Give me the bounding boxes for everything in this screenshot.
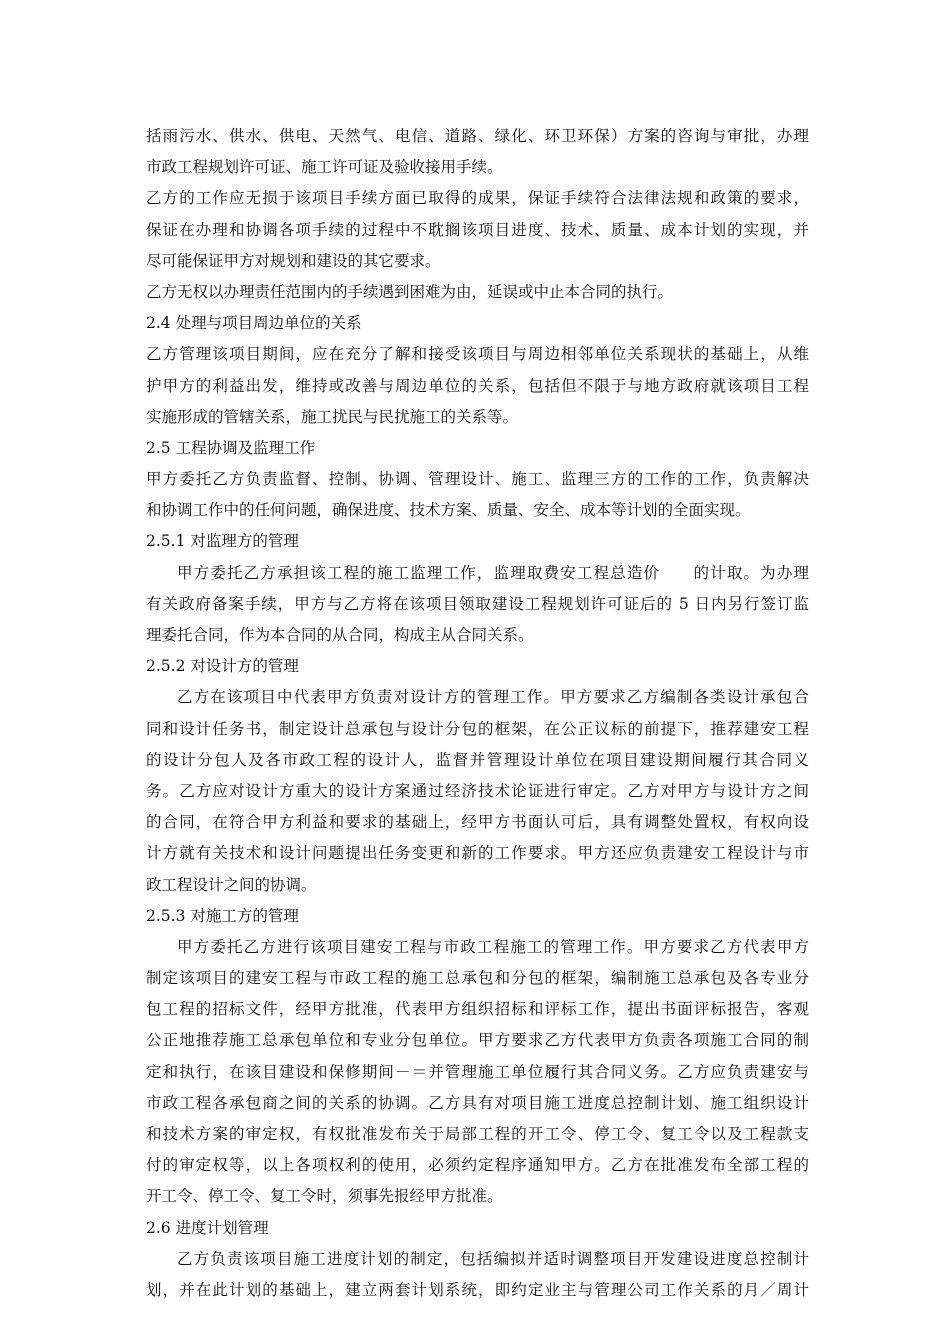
paragraph-line: 划，并在此计划的基础上，建立两套计划系统，即约定业主与管理公司工作关系的月／周计 bbox=[146, 1280, 809, 1299]
paragraph-line: 乙方的工作应无损于该项目手续方面已取得的成果，保证手续符合法律法规和政策的要求， bbox=[146, 189, 809, 208]
paragraph-line: 开工令、停工令、复工令时，须事先报经甲方批准。 bbox=[146, 1187, 503, 1206]
paragraph-line: 同和设计任务书，制定设计总承包与设计分包的框架，在公正议标的前提下，推荐建安工程 bbox=[146, 719, 809, 738]
section-heading-2-5-3: 2.5.3 对施工方的管理 bbox=[146, 906, 299, 925]
paragraph-line: 保证在办理和协调各项手续的过程中不耽搁该项目进度、技术、质量、成本计划的实现，并 bbox=[146, 220, 809, 239]
paragraph-line: 的合同，在符合甲方利益和要求的基础上，经甲方书面认可后，具有调整处置权，有权向设 bbox=[146, 813, 809, 832]
paragraph-line: 甲方委托乙方进行该项目建安工程与市政工程施工的管理工作。甲方要求乙方代表甲方 bbox=[177, 937, 809, 956]
paragraph-line: 和技术方案的审定权，有权批准发布关于局部工程的开工令、停工令、复工令以及工程款支 bbox=[146, 1125, 809, 1143]
document-page bbox=[146, 121, 809, 1306]
paragraph-line: 市政工程规划许可证、施工许可证及验收接用手续。 bbox=[146, 158, 503, 177]
paragraph-line: 乙方在该项目中代表甲方负责对设计方的管理工作。甲方要求乙方编制各类设计承包合 bbox=[177, 688, 809, 707]
paragraph-line: 尽可能保证甲方对规划和建设的其它要求。 bbox=[146, 251, 441, 270]
section-heading-2-5: 2.5 工程协调及监理工作 bbox=[146, 438, 316, 457]
paragraph-line: 有关政府备案手续，甲方与乙方将在该项目领取建设工程规划许可证后的 5 日内另行签订监 bbox=[146, 594, 809, 613]
paragraph-line: 的设计分包人及各市政工程的设计人，监督并管理设计单位在项目建设期间履行其合同义 bbox=[146, 750, 809, 769]
paragraph-line: 政工程设计之间的协调。 bbox=[146, 875, 317, 894]
paragraph-line: 公正地推荐施工总承包单位和专业分包单位。甲方要求乙方代表甲方负责各项施工合同的制 bbox=[146, 1031, 809, 1050]
section-heading-2-4: 2.4 处理与项目周边单位的关系 bbox=[146, 314, 362, 333]
paragraph-line: 制定该项目的建安工程与市政工程的施工总承包和分包的框架，编制施工总承包及各专业分 bbox=[146, 969, 809, 988]
paragraph-line: 甲方委托乙方负责监督、控制、协调、管理设计、施工、监理三方的工作的工作，负责解决 bbox=[146, 470, 809, 489]
paragraph-line: 护甲方的利益出发，维持或改善与周边单位的关系，包括但不限于与地方政府就该项目工程 bbox=[146, 376, 809, 395]
paragraph-line: 和协调工作中的任何问题，确保进度、技术方案、质量、安全、成本等计划的全面实现。 bbox=[146, 501, 751, 520]
paragraph-line: 甲方委托乙方承担该工程的施工监理工作，监理取费安工程总造价 的计取。为办理 bbox=[177, 563, 809, 582]
paragraph-line: 务。乙方应对设计方重大的设计方案通过经济技术论证进行审定。乙方对甲方与设计方之间 bbox=[146, 781, 809, 800]
paragraph-line: 乙方负责该项目施工进度计划的制定，包括编拟并适时调整项目开发建设进度总控制计 bbox=[177, 1249, 809, 1268]
paragraph-line: 理委托合同，作为本合同的从合同，构成主从合同关系。 bbox=[146, 626, 534, 644]
section-heading-2-5-1: 2.5.1 对监理方的管理 bbox=[146, 532, 299, 551]
paragraph-line: 乙方管理该项目期间，应在充分了解和接受该项目与周边相邻单位关系现状的基础上，从维 bbox=[146, 345, 809, 364]
paragraph-line: 括雨污水、供水、供电、天然气、电信、道路、绿化、环卫环保）方案的咨询与审批，办理 bbox=[146, 127, 809, 145]
paragraph-line: 计方就有关技术和设计问题提出任务变更和新的工作要求。甲方还应负责建安工程设计与市 bbox=[146, 844, 809, 863]
section-heading-2-6: 2.6 进度计划管理 bbox=[146, 1218, 269, 1237]
section-heading-2-5-2: 2.5.2 对设计方的管理 bbox=[146, 657, 299, 676]
paragraph-line: 市政工程各承包商之间的关系的协调。乙方具有对项目施工进度总控制计划、施工组织设计 bbox=[146, 1093, 809, 1112]
paragraph-line: 包工程的招标文件，经甲方批准，代表甲方组织招标和评标工作，提出书面评标报告，客观 bbox=[146, 1000, 809, 1019]
paragraph-line: 付的审定权等，以上各项权利的使用，必须约定程序通知甲方。乙方在批准发布全部工程的 bbox=[146, 1156, 809, 1175]
paragraph-line: 乙方无权以办理责任范围内的手续遇到困难为由，延误或中止本合同的执行。 bbox=[146, 282, 674, 301]
paragraph-line: 实施形成的管辖关系，施工扰民与民扰施工的关系等。 bbox=[146, 407, 519, 426]
paragraph-line: 定和执行，在该目建设和保修期间－＝并管理施工单位履行其合同义务。乙方应负责建安与 bbox=[146, 1062, 809, 1081]
